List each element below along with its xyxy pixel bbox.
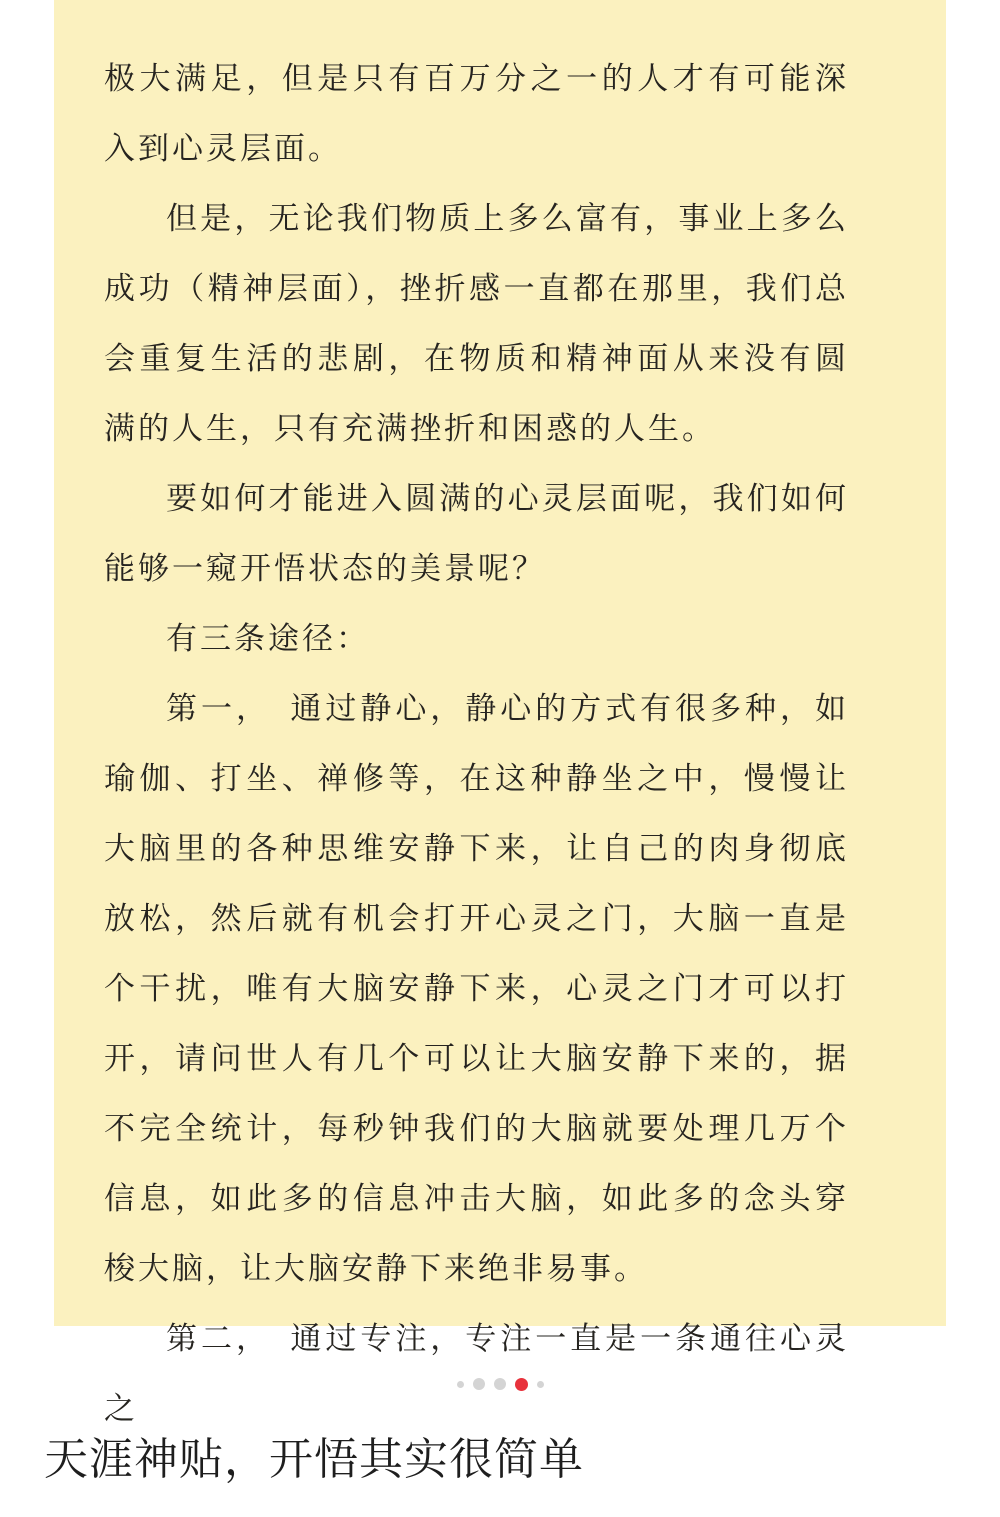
carousel-indicator — [0, 1377, 1000, 1391]
paragraph: 有三条途径： — [166, 621, 370, 657]
paragraph: 第二， 通过专注，专注一直是一条通往心灵之 — [104, 1321, 849, 1427]
carousel-dot[interactable] — [457, 1381, 464, 1388]
carousel-dot[interactable] — [537, 1381, 544, 1388]
paragraph: 第一， 通过静心，静心的方式有很多种，如瑜伽、打坐、禅修等，在这种静坐之中，慢慢让大脑里的各种思维安静下来，让自己的肉身彻底放松，然后就有机会打开心灵之门，大脑一直是个干扰，唯有大脑安静下来，心灵之门才可以打开，请问世人有几个可以让大脑安静下来的，据不完全统计，每秒钟我们的大脑就要处理几万个信息，如此多的信息冲击大脑，如此多的念头穿梭大脑，让大脑安静下来绝非易事。 — [104, 691, 849, 1287]
post-image[interactable] — [54, 0, 946, 1427]
paragraph: 要如何才能进入圆满的心灵层面呢，我们如何能够一窥开悟状态的美景呢？ — [104, 481, 849, 587]
carousel-dot-active[interactable] — [515, 1378, 528, 1391]
paragraph: 极大满足，但是只有百万分之一的人才有可能深入到心灵层面。 — [104, 61, 849, 167]
book-page-text — [104, 44, 849, 1444]
paragraph: 但是，无论我们物质上多么富有，事业上多么成功（精神层面），挫折感一直都在那里，我们总会重复生活的悲剧，在物质和精神面从来没有圆满的人生，只有充满挫折和困惑的人生。 — [104, 201, 849, 447]
post-title: 天涯神贴，开悟其实很简单 — [44, 1434, 584, 1485]
carousel-dot[interactable] — [473, 1378, 485, 1390]
carousel-dot[interactable] — [494, 1378, 506, 1390]
